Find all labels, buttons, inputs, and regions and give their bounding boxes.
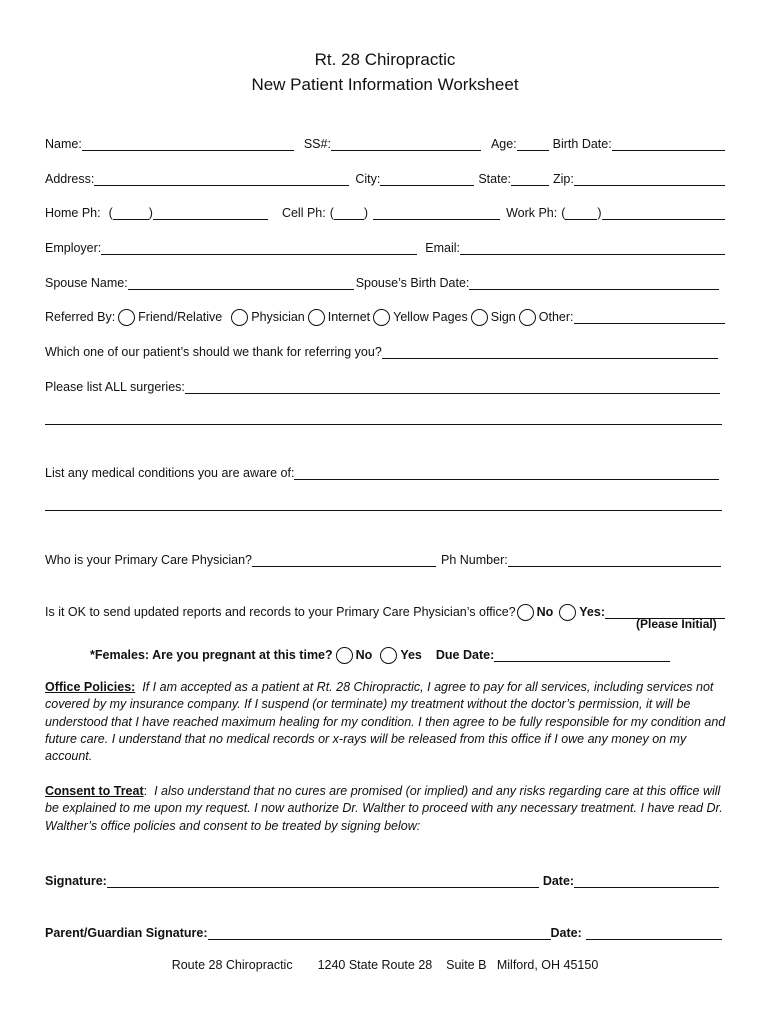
row-pcp — [45, 549, 721, 567]
consent-colon: : — [143, 784, 148, 798]
pcp-ph-label: Ph Number: — [441, 553, 508, 567]
footer-address: 1240 State Route 28 Suite B Milford, OH 45150 — [317, 958, 599, 972]
surgeries-extra-line[interactable] — [45, 424, 722, 425]
zip-label: Zip: — [553, 172, 574, 186]
form-subtitle: New Patient Information Worksheet — [251, 75, 519, 94]
footer — [0, 958, 770, 972]
surgeries-label: Please list ALL surgeries: — [45, 380, 185, 394]
spouse-birth-field[interactable] — [469, 275, 719, 290]
guardian-date-field[interactable] — [586, 925, 722, 940]
surgeries-field[interactable] — [185, 379, 720, 394]
referred-yellow-pages-radio[interactable] — [373, 309, 390, 326]
please-initial-note: (Please Initial) — [636, 617, 717, 631]
spouse-name-field[interactable] — [128, 275, 354, 290]
home-area-code-field[interactable] — [113, 205, 149, 220]
row-phones — [45, 202, 725, 220]
referred-label: Referred By: — [45, 310, 116, 324]
zip-field[interactable] — [574, 171, 725, 186]
row-address — [45, 168, 725, 186]
state-label: State: — [478, 172, 512, 186]
age-field[interactable] — [517, 136, 549, 151]
cell-phone-field[interactable] — [373, 205, 500, 220]
signature-date-label: Date: — [542, 874, 575, 888]
work-ph-label: Work Ph: — [506, 206, 558, 220]
work-area-close: ) — [597, 206, 602, 220]
pregnant-yes-label: Yes — [400, 648, 422, 662]
consent-text: I also understand that no cures are promised (or implied) and any risks regarding care at this office will be explained to me upon my request. I now authorize Dr. Walther to proceed with any necessary treatment. I have read Dr. Walther’s office policies and consent to be treated by signing below: — [45, 784, 723, 833]
work-area-code-field[interactable] — [565, 205, 597, 220]
referred-sign-radio[interactable] — [471, 309, 488, 326]
guardian-signature-field[interactable] — [208, 925, 551, 940]
spouse-name-label: Spouse Name: — [45, 276, 128, 290]
pregnant-question: *Females: Are you pregnant at this time? — [90, 648, 333, 662]
pregnant-no-label: No — [355, 648, 373, 662]
guardian-date-label: Date: — [550, 926, 582, 940]
referred-other-field[interactable] — [574, 309, 725, 324]
work-area-open: ( — [561, 206, 566, 220]
cell-area-open: ( — [329, 206, 334, 220]
ss-field[interactable] — [331, 136, 481, 151]
city-label: City: — [355, 172, 381, 186]
referred-option: Yellow Pages — [393, 310, 468, 324]
city-field[interactable] — [380, 171, 474, 186]
thank-label: Which one of our patient’s should we thank for referring you? — [45, 345, 382, 359]
birth-date-field[interactable] — [612, 136, 725, 151]
pregnant-yes-radio[interactable] — [380, 647, 397, 664]
cell-area-close: ) — [363, 206, 369, 220]
row-thank — [45, 341, 718, 359]
state-field[interactable] — [511, 171, 549, 186]
conditions-field[interactable] — [294, 465, 719, 480]
row-signature — [45, 870, 719, 888]
conditions-extra-line[interactable] — [45, 510, 722, 511]
row-name — [45, 133, 725, 151]
reports-yes-radio[interactable] — [559, 604, 576, 621]
cell-area-code-field[interactable] — [334, 205, 364, 220]
row-referred — [45, 306, 725, 324]
address-label: Address: — [45, 172, 95, 186]
reports-no-radio[interactable] — [517, 604, 534, 621]
referred-option: Other: — [538, 310, 574, 324]
row-spouse — [45, 272, 719, 290]
birth-date-label: Birth Date: — [552, 137, 612, 151]
referred-physician-radio[interactable] — [231, 309, 248, 326]
signature-field[interactable] — [107, 873, 539, 888]
home-ph-label: Home Ph: — [45, 206, 101, 220]
employer-label: Employer: — [45, 241, 102, 255]
reports-no-label: No — [536, 605, 554, 619]
pcp-label: Who is your Primary Care Physician? — [45, 553, 253, 567]
referred-other-radio[interactable] — [519, 309, 536, 326]
signature-date-field[interactable] — [574, 873, 719, 888]
referred-option: Physician — [251, 310, 305, 324]
office-policies-text: If I am accepted as a patient at Rt. 28 Chiropractic, I agree to pay for all services, including services not covered by my insurance company. If I suspend (or terminate) my treatment without the doctor’s permission, it will be understood that I have reached maximum healing for my condition. I then agree to be fully responsible for my condition and future care. I understand that no medical records or x-rays will be released from this office if I owe any money on my account. — [45, 680, 726, 764]
referred-option: Friend/Relative — [138, 310, 223, 324]
row-surgeries — [45, 376, 720, 394]
reports-yes-label: Yes: — [579, 605, 605, 619]
reports-question: Is it OK to send updated reports and records to your Primary Care Physician’s office? — [45, 605, 516, 619]
office-policies-heading: Office Policies: — [45, 680, 136, 694]
email-label: Email: — [425, 241, 461, 255]
address-field[interactable] — [94, 171, 349, 186]
referred-internet-radio[interactable] — [308, 309, 325, 326]
signature-label: Signature: — [45, 874, 107, 888]
thank-field[interactable] — [382, 344, 718, 359]
conditions-label: List any medical conditions you are aware of: — [45, 466, 295, 480]
employer-field[interactable] — [101, 240, 417, 255]
form-title: Rt. 28 Chiropractic — [314, 50, 456, 69]
office-policies — [45, 679, 727, 765]
home-area-close: ) — [148, 206, 153, 220]
due-date-field[interactable] — [494, 647, 670, 662]
name-label: Name: — [45, 137, 82, 151]
row-conditions — [45, 462, 719, 480]
work-phone-field[interactable] — [602, 205, 725, 220]
row-employer — [45, 237, 725, 255]
pcp-ph-field[interactable] — [508, 552, 721, 567]
referred-friend-radio[interactable] — [118, 309, 135, 326]
referred-option: Internet — [327, 310, 371, 324]
spouse-birth-label: Spouse’s Birth Date: — [355, 276, 470, 290]
age-label: Age: — [490, 137, 517, 151]
consent-heading: Consent to Treat — [45, 784, 144, 798]
row-pregnant — [90, 644, 670, 662]
ss-label: SS#: — [303, 137, 331, 151]
row-guardian — [45, 922, 722, 940]
pcp-field[interactable] — [252, 552, 436, 567]
consent-to-treat — [45, 783, 727, 835]
home-area-open: ( — [108, 206, 113, 220]
cell-ph-label: Cell Ph: — [281, 206, 326, 220]
row-reports — [45, 601, 725, 619]
pregnant-no-radio[interactable] — [336, 647, 353, 664]
referred-option: Sign — [490, 310, 516, 324]
footer-practice-name: Route 28 Chiropractic — [171, 958, 293, 972]
due-date-label: Due Date: — [435, 648, 495, 662]
home-phone-field[interactable] — [153, 205, 268, 220]
email-field[interactable] — [460, 240, 725, 255]
guardian-label: Parent/Guardian Signature: — [45, 926, 208, 940]
name-field[interactable] — [82, 136, 294, 151]
